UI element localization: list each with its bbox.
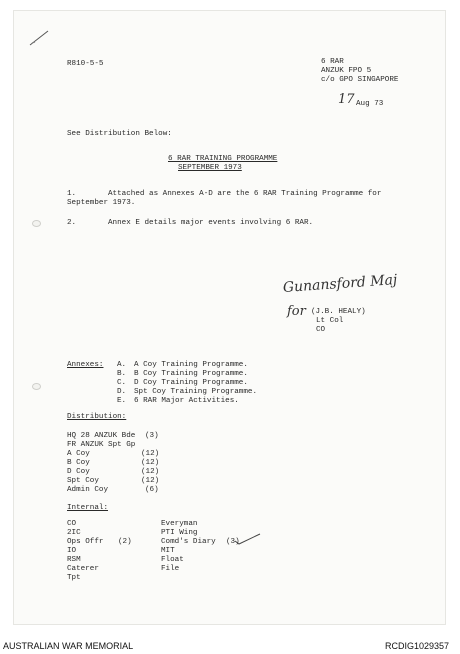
internal-heading: Internal: <box>67 504 109 512</box>
distribution-heading: Distribution: <box>67 413 127 421</box>
annexes-heading: Annexes: <box>67 361 104 369</box>
para-2-text: Annex E details major events involving 6 RAR. <box>108 219 314 227</box>
tick-mark <box>234 532 262 546</box>
signatory-role: CO <box>316 326 326 334</box>
signatory-name: (J.B. HEALY) <box>311 308 366 316</box>
internal-right-item: File <box>161 565 180 573</box>
internal-right-item: MIT <box>161 547 175 555</box>
date-month-year: Aug 73 <box>356 100 384 108</box>
para-1-line-2: September 1973. <box>67 199 136 207</box>
internal-left-item: 2IC <box>67 529 81 537</box>
document-title: 6 RAR TRAINING PROGRAMME <box>168 155 278 163</box>
postal-address: ANZUK FPO 5 <box>321 67 372 75</box>
distribution-intro: See Distribution Below: <box>67 130 172 138</box>
staple-mark <box>28 28 52 48</box>
unit-name: 6 RAR <box>321 58 344 66</box>
internal-left-item: Ops Offr <box>67 538 104 546</box>
signatory-rank: Lt Col <box>316 317 344 325</box>
comds-diary-copies: (3) <box>226 538 240 546</box>
internal-left-item: IO <box>67 547 77 555</box>
internal-left-item: RSM <box>67 556 81 564</box>
internal-left-item: CO <box>67 520 77 528</box>
internal-right-item: Comd's Diary <box>161 538 216 546</box>
footer-archive-name: AUSTRALIAN WAR MEMORIAL <box>3 641 134 651</box>
document-subtitle: SEPTEMBER 1973 <box>178 164 242 172</box>
ops-offr-copies: (2) <box>118 538 132 546</box>
signature-handwritten: Gunansford Maj <box>282 272 398 296</box>
footer-record-id: RCDIG1029357 <box>385 641 450 651</box>
internal-right-item: PTI Wing <box>161 529 198 537</box>
care-of-address: c/o GPO SINGAPORE <box>321 76 399 84</box>
punch-hole-top <box>32 220 41 227</box>
para-1-number: 1. <box>67 190 77 198</box>
signature-for-handwritten: for <box>287 304 306 319</box>
internal-right-item: Everyman <box>161 520 198 528</box>
date-day-handwritten: 17 <box>338 92 355 107</box>
para-1-line-1: Attached as Annexes A-D are the 6 RAR Training Programme for <box>108 190 382 198</box>
internal-left-item: Caterer <box>67 565 99 573</box>
internal-right-item: Float <box>161 556 184 564</box>
para-2-number: 2. <box>67 219 77 227</box>
punch-hole-bottom <box>32 383 41 390</box>
internal-left-item: Tpt <box>67 574 81 582</box>
file-reference: R810-5-5 <box>67 60 104 68</box>
